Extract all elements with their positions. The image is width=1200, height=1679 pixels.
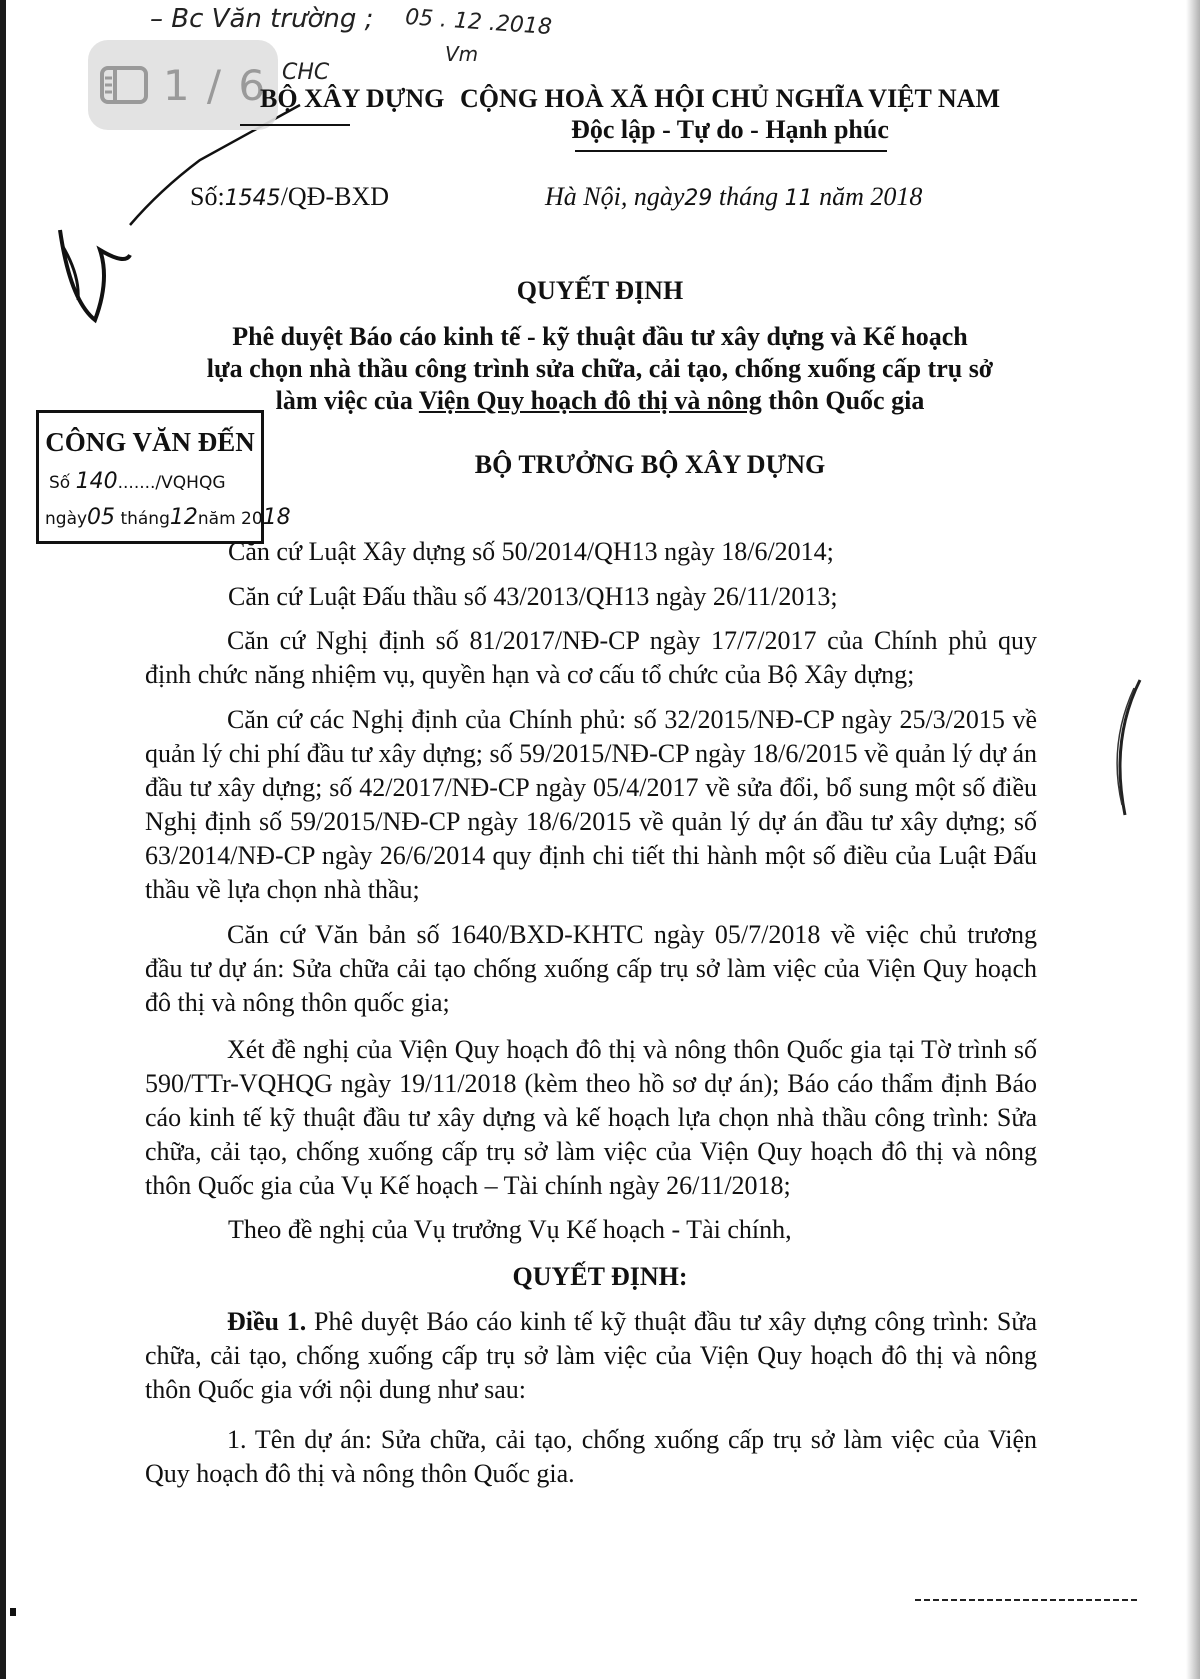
- document-number: Số:1545/QĐ-BXD: [190, 182, 390, 211]
- stamp-number: Số 140......./VQHQG: [49, 469, 226, 494]
- basis-7: Theo đề nghị của Vụ trưởng Vụ Kế hoạch - Tài chính,: [228, 1215, 792, 1244]
- page-counter-badge[interactable]: [88, 40, 278, 130]
- article-1: Điều 1. Phê duyệt Báo cáo kinh tế kỹ thuật đầu tư xây dựng công trình: Sửa chữa, cải tạo, chống xuống cấp trụ sở làm việc của Viện Quy hoạch đô thị và nông thôn Quốc gia với nội dung như sau:: [145, 1307, 1038, 1404]
- basis-4: Căn cứ các Nghị định của Chính phủ: số 32/2015/NĐ-CP ngày 25/3/2015 về quản lý chi phí đầu tư xây dựng; số 59/2015/NĐ-CP ngày 18/6/2015 về quản lý dự án đầu tư xây dựng; số 42/2017/NĐ-CP ngày 05/4/2017 về sửa đổi, bổ sung một số điều Nghị định số 59/2015/NĐ-CP ngày 18/6/2015 về quản lý dự án đầu tư xây dựng; số 63/2014/NĐ-CP ngày 26/6/2014 quy định chi tiết thi hành một số điều của Luật Đấu thầu về lựa chọn nhà thầu;: [145, 705, 1037, 904]
- received-stamp: [36, 410, 291, 544]
- subject-line-2: lựa chọn nhà thầu công trình sửa chữa, cải tạo, chống xuống cấp trụ sở: [206, 354, 994, 383]
- subject-line-1: Phê duyệt Báo cáo kinh tế - kỹ thuật đầu tư xây dựng và Kế hoạch: [232, 322, 968, 351]
- subject-line-3: làm việc của Viện Quy hoạch đô thị và nông thôn Quốc gia: [275, 386, 925, 415]
- stamp-title: CÔNG VĂN ĐẾN: [45, 427, 255, 457]
- article-1-item-1: 1. Tên dự án: Sửa chữa, cải tạo, chống xuống cấp trụ sở làm việc của Viện Quy hoạch đô thị và nông thôn Quốc gia.: [145, 1425, 1037, 1488]
- document-date: Hà Nội, ngày29 tháng 11 năm 2018: [545, 182, 923, 211]
- decision-heading: QUYẾT ĐỊNH:: [512, 1262, 688, 1291]
- document-title: QUYẾT ĐỊNH: [516, 276, 684, 305]
- handwritten-note: – Bc Văn trường ;: [150, 4, 374, 34]
- handwritten-number: 1545: [224, 186, 281, 211]
- org-underline: [240, 124, 350, 126]
- handwritten-date: 05 . 12 .2018: [404, 4, 553, 41]
- page-list-icon: [99, 65, 149, 105]
- basis-1: Căn cứ Luật Xây dựng số 50/2014/QH13 ngày 18/6/2014;: [228, 537, 834, 566]
- basis-2: Căn cứ Luật Đấu thầu số 43/2013/QH13 ngày 26/11/2013;: [228, 582, 838, 611]
- basis-3: Căn cứ Nghị định số 81/2017/NĐ-CP ngày 17/7/2017 của Chính phủ quy định chức năng nhiệm vụ, quyền hạn và cơ cấu tổ chức của Bộ Xây dựng;: [145, 626, 1037, 689]
- basis-6: Xét đề nghị của Viện Quy hoạch đô thị và nông thôn Quốc gia tại Tờ trình số 590/TTr-VQHQG ngày 19/11/2018 (kèm theo hồ sơ dự án); Báo cáo thẩm định Báo cáo kinh tế kỹ thuật đầu tư xây dựng và kế hoạch lựa chọn nhà thầu công trình: Sửa chữa, cải tạo, chống xuống cấp trụ sở làm việc của Viện Quy hoạch đô thị và nông thôn Quốc gia của Vụ Kế hoạch – Tài chính ngày 26/11/2018;: [145, 1035, 1037, 1200]
- issuing-org: BỘ XÂY DỰNG: [260, 84, 445, 113]
- national-motto: Độc lập - Tự do - Hạnh phúc: [571, 115, 889, 144]
- country-name: CỘNG HOÀ XÃ HỘI CHỦ NGHĨA VIỆT NAM: [459, 84, 1001, 113]
- basis-5: Căn cứ Văn bản số 1640/BXD-KHTC ngày 05/7/2018 về việc chủ trương đầu tư dự án: Sửa chữa cải tạo chống xuống cấp trụ sở làm việc của Viện Quy hoạch đô thị và nông thôn quốc gia;: [145, 920, 1037, 1017]
- motto-underline: [575, 150, 887, 152]
- stamp-date: ngày05 tháng12năm 2018: [45, 505, 291, 530]
- authority-heading: BỘ TRƯỞNG BỘ XÂY DỰNG: [474, 450, 826, 479]
- page-counter-text: 1 / 6: [162, 60, 268, 110]
- handwritten-initial: Vm: [445, 42, 479, 66]
- handwritten-chc: CHC: [282, 60, 330, 85]
